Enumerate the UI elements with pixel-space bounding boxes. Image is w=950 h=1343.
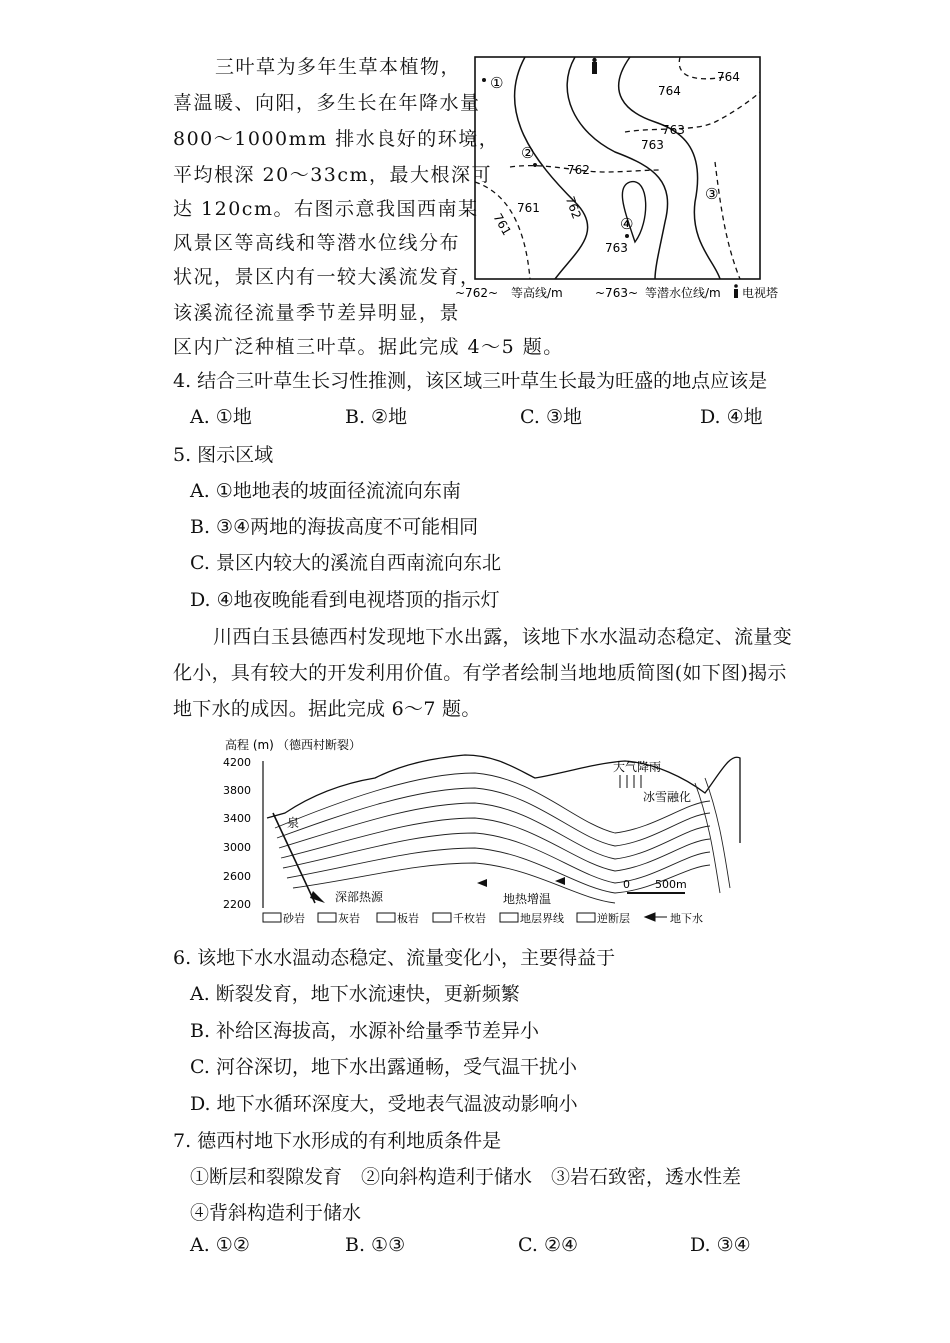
q7-option-c[interactable]: C. ②④: [518, 1234, 579, 1256]
contour-label: 761: [517, 201, 540, 215]
ytick: 3400: [223, 812, 251, 825]
water-level-line: [625, 92, 760, 132]
intro1-line: 区内广泛种植三叶草。据此完成 4～5 题。: [173, 336, 564, 358]
q6-option-d[interactable]: D. 地下水循环深度大，受地表气温波动影响小: [190, 1093, 578, 1115]
contour-label: 763: [605, 241, 628, 255]
legend-phyllite: 千枚岩: [453, 912, 486, 925]
legend-tower: 电视塔: [742, 286, 779, 300]
q5-stem: 5. 图示区域: [173, 444, 274, 466]
intro1-line: 该溪流径流量季节差异明显，景: [173, 302, 461, 324]
contour-label: 763: [641, 138, 664, 152]
rain-label: 大气降雨: [613, 760, 662, 774]
q6-option-b[interactable]: B. 补给区海拔高，水源补给量季节差异小: [190, 1020, 540, 1042]
water-level-line: [715, 162, 740, 279]
geo-heat-label: 地热增温: [503, 892, 552, 906]
contour-label: 761: [490, 211, 514, 238]
legend-sandstone: 砂岩: [283, 912, 305, 925]
legend-contour-sample: ~762~: [455, 286, 499, 300]
intro1-line: 800～1000mm 排水良好的环境，: [173, 128, 500, 150]
q7-option-d[interactable]: D. ③④: [690, 1234, 751, 1256]
ytick: 3000: [223, 841, 251, 854]
q5-option-a[interactable]: A. ①地地表的坡面径流流向东南: [190, 480, 461, 502]
point-4: ④: [620, 215, 634, 233]
q6-option-a[interactable]: A. 断裂发育，地下水流速快，更新频繁: [190, 983, 520, 1005]
q5-option-c[interactable]: C. 景区内较大的溪流自西南流向东北: [190, 552, 501, 574]
q6-stem: 6. 该地下水水温动态稳定、流量变化小，主要得益于: [173, 947, 616, 969]
q4-option-a[interactable]: A. ①地: [190, 406, 252, 428]
intro1-line: 三叶草为多年生草本植物，: [215, 56, 462, 78]
intro1-line: 状况，景区内有一较大溪流发育，: [173, 266, 481, 288]
spring-label: 泉: [287, 816, 300, 830]
q7-stem: 7. 德西村地下水形成的有利地质条件是: [173, 1130, 502, 1152]
q5-option-d[interactable]: D. ④地夜晚能看到电视塔顶的指示灯: [190, 589, 500, 611]
q4-option-c[interactable]: C. ③地: [520, 406, 582, 428]
intro2-line: 川西白玉县德西村发现地下水出露，该地下水水温动态稳定、流量变: [213, 626, 793, 648]
legend-groundwater: 地下水: [670, 912, 703, 925]
q7-conditions-line1: ①断层和裂隙发育 ②向斜构造利于储水 ③岩石致密，透水性差: [190, 1166, 742, 1188]
contour-label: 764: [717, 70, 740, 84]
q7-conditions-line2: ④背斜构造利于储水: [190, 1202, 362, 1224]
legend-reverse-fault: 逆断层: [597, 912, 630, 925]
intro1-line: 达 120cm。右图示意我国西南某: [173, 198, 479, 220]
point-2: ②: [521, 144, 535, 162]
fault-label: （德西村断裂）: [277, 738, 362, 752]
snow-label: 冰雪融化: [643, 790, 692, 804]
contour-map: [455, 52, 785, 306]
q7-option-a[interactable]: A. ①②: [190, 1234, 250, 1256]
contour-label: 764: [658, 84, 681, 98]
q6-option-c[interactable]: C. 河谷深切，地下水出露通畅，受气温干扰小: [190, 1056, 577, 1078]
q4-stem: 4. 结合三叶草生长习性推测，该区域三叶草生长最为旺盛的地点应该是: [173, 370, 768, 392]
legend-slate: 板岩: [397, 912, 419, 925]
legend-boundary: 地层界线: [520, 912, 564, 925]
ytick: 2600: [223, 870, 251, 883]
q7-option-b[interactable]: B. ①③: [345, 1234, 406, 1256]
scale-zero: 0: [623, 878, 630, 891]
scale-length: 500m: [655, 878, 687, 891]
deep-heat-label: 深部热源: [335, 890, 384, 904]
legend-water-sample: ~763~: [595, 286, 639, 300]
q4-option-d[interactable]: D. ④地: [700, 406, 763, 428]
point-1: ①: [490, 74, 504, 92]
tv-tower-icon: [592, 58, 597, 74]
ytick: 3800: [223, 784, 251, 797]
geologic-section: [215, 733, 755, 933]
intro1-line: 喜温暖、向阳，多生长在年降水量: [173, 92, 481, 114]
intro2-line: 化小，具有较大的开发利用价值。有学者绘制当地地质简图(如下图)揭示: [173, 662, 787, 684]
intro2-line: 地下水的成因。据此完成 6～7 题。: [173, 698, 481, 720]
contour-label: 762: [567, 163, 590, 177]
legend-water: 等潜水位线/m: [645, 286, 721, 300]
point-3: ③: [705, 185, 719, 203]
axis-title: 高程 (m): [225, 738, 274, 752]
intro1-line: 风景区等高线和等潜水位线分布: [173, 232, 461, 254]
legend-limestone: 灰岩: [338, 912, 360, 925]
legend-tower-icon: [734, 284, 738, 298]
q4-option-b[interactable]: B. ②地: [345, 406, 408, 428]
intro1-line: 平均根深 20～33cm，最大根深可: [173, 164, 493, 186]
legend-contour: 等高线/m: [511, 286, 563, 300]
ytick: 4200: [223, 756, 251, 769]
ytick: 2200: [223, 898, 251, 911]
contour-label: 762: [562, 194, 584, 221]
q5-option-b[interactable]: B. ③④两地的海拔高度不可能相同: [190, 516, 479, 538]
contour-label: 763: [662, 123, 685, 137]
